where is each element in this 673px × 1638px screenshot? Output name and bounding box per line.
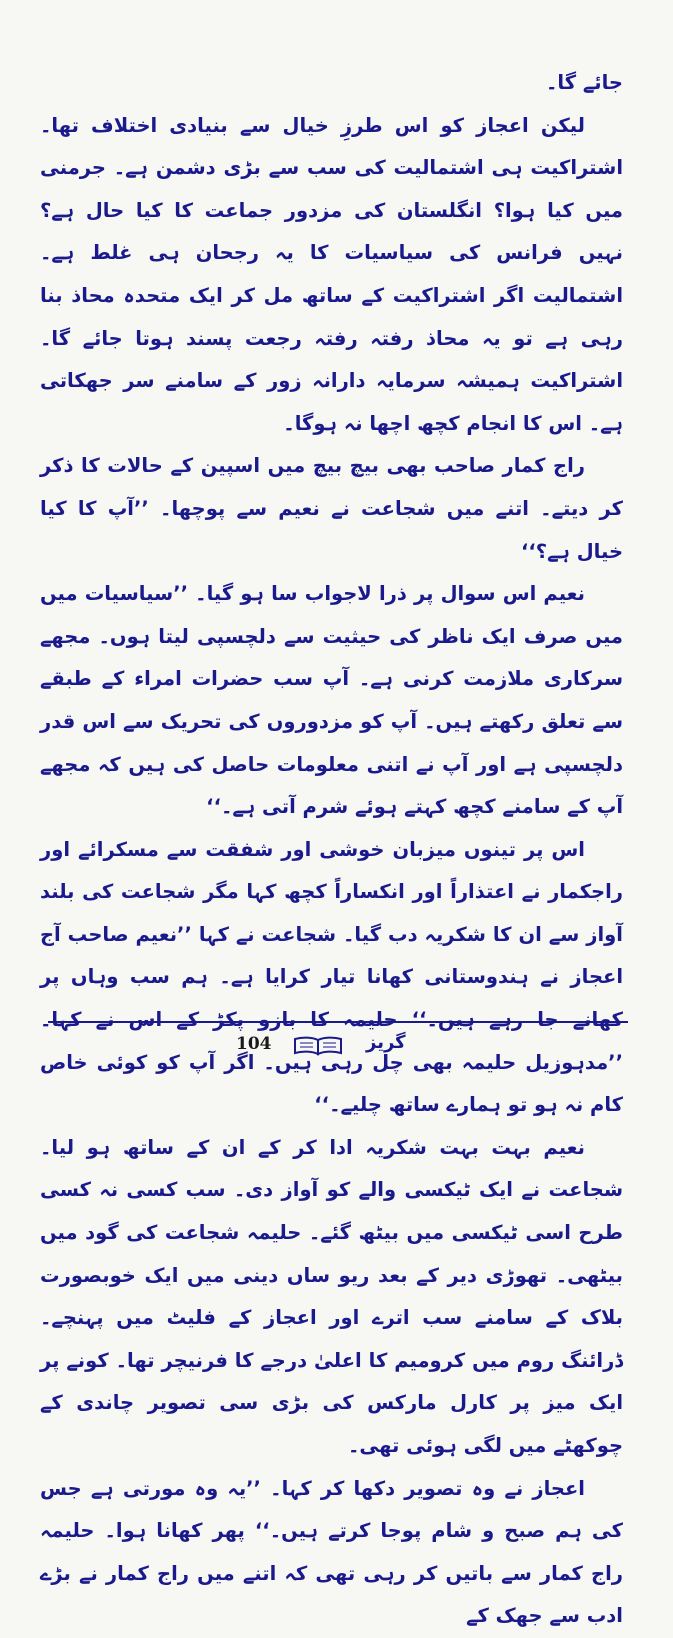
paragraph-7: اعجاز نے وہ تصویر دکھا کر کہا۔ ’’یہ وہ مورتی ہے جس کی ہم صبح و شام پوجا کرتے ہیں۔‘‘ پھر کھانا ہوا۔ حلیمہ راج کمار سے باتیں کر رہی تھی کہ اتنے میں راج کمار نے بڑے ادب سے جھک کے <box>40 1476 623 1628</box>
paragraph-2: لیکن اعجاز کو اس طرزِ خیال سے بنیادی اختلاف تھا۔ اشتراکیت ہی اشتمالیت کی سب سے بڑی دشمن ہے۔ جرمنی میں کیا ہوا؟ انگلستان کی مزدور جماعت کا کیا حال ہے؟ نہیں فرانس کی سیاسیات کا یہ رجحان ہی غلط ہے۔ اشتمالیت اگر اشتراکیت کے ساتھ مل کر ایک متحدہ محاذ بنا رہی ہے تو یہ محاذ رفتہ رفتہ رجعت پسند ہوتا جائے گا۔ اشتراکیت ہمیشہ سرمایہ دارانہ زور کے سامنے سر جھکاتی ہے۔ اس کا انجام کچھ اچھا نہ ہوگا۔ <box>40 113 623 435</box>
paragraph-5: اس پر تینوں میزبان خوشی اور شفقت سے مسکرائے اور راجکمار نے اعتذاراً اور انکساراً کچھ کہا مگر شجاعت کی بلند آواز سے ان کا شکریہ دب گیا۔ شجاعت نے کہا ’’نعیم صاحب آج اعجاز نے ہندوستانی کھانا تیار کرایا ہے۔ ہم سب وہاں پر کھانے جا رہے ہیں۔‘‘ حلیمہ کا بازو پکڑ کے اس نے کہا۔ ’’مدہوزیل حلیمہ بھی چل رہی ہیں۔ اگر آپ کو کوئی خاص کام نہ ہو تو ہمارے ساتھ چلیے۔‘‘ <box>40 837 623 1117</box>
page-footer <box>0 1032 673 1062</box>
book-title: گریز <box>366 1032 406 1053</box>
paragraph-4: نعیم اس سوال پر ذرا لاجواب سا ہو گیا۔ ’’سیاسیات میں میں صرف ایک ناظر کی حیثیت سے دلچسپی لیتا ہوں۔ مجھے سرکاری ملازمت کرنی ہے۔ آپ سب حضرات امراء کے طبقے سے تعلق رکھتے ہیں۔ آپ کو مزدوروں کی تحریک سے اس قدر دلچسپی ہے اور آپ نے اتنی معلومات حاصل کی ہیں کہ مجھے آپ کے سامنے کچھ کہتے ہوئے شرم آتی ہے۔‘‘ <box>40 582 623 819</box>
paragraph-3: راج کمار صاحب بھی بیچ بیچ میں اسپین کے حالات کا ذکر کر دیتے۔ اتنے میں شجاعت نے نعیم سے پوچھا۔ ’’آپ کا کیا خیال ہے؟‘‘ <box>40 454 623 563</box>
page-number: 104 <box>236 1034 272 1054</box>
open-book-icon <box>292 1036 344 1056</box>
paragraph-1: جائے گا۔ <box>545 71 623 94</box>
footer-divider <box>48 1021 628 1023</box>
body-text <box>40 62 623 1638</box>
paragraph-6: نعیم بہت بہت شکریہ ادا کر کے ان کے ساتھ ہو لیا۔ شجاعت نے ایک ٹیکسی والے کو آواز دی۔ سب کسی نہ کسی طرح اسی ٹیکسی میں بیٹھ گئے۔ حلیمہ شجاعت کی گود میں بیٹھی۔ تھوڑی دیر کے بعد ریو ساں دینی میں ایک خوبصورت بلاک کے سامنے سب اترے اور اعجاز کے فلیٹ میں پہنچے۔ ڈرائنگ روم میں کرومیم کا اعلیٰ درجے کا فرنیچر تھا۔ کونے پر ایک میز پر کارل مارکس کی بڑی سی تصویر چاندی کے چوکھٹے میں لگی ہوئی تھی۔ <box>40 1135 623 1457</box>
